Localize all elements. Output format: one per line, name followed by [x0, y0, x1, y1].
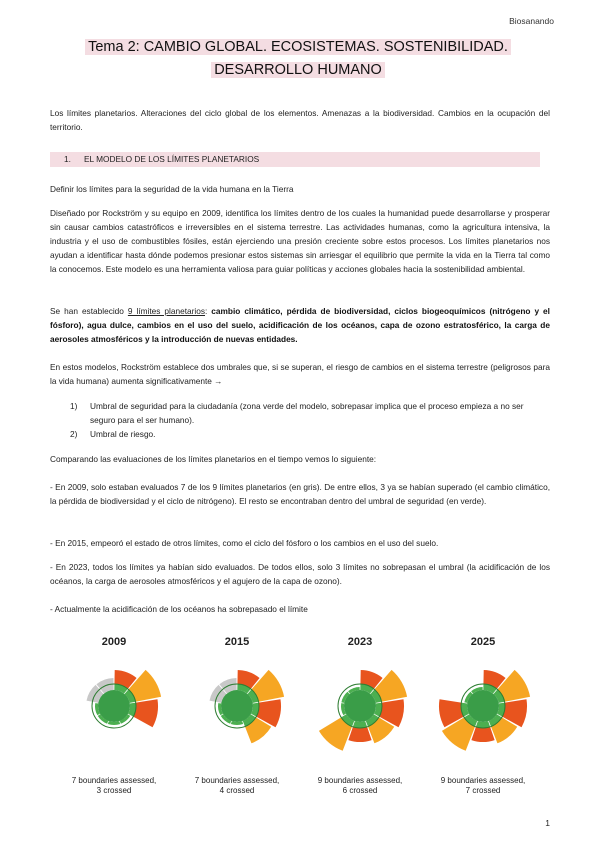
list-item — [70, 427, 550, 441]
caption-assessed: 7 boundaries assessed, — [71, 776, 157, 785]
crossed-wedge — [133, 699, 158, 727]
list-item-number: 1) — [70, 401, 78, 411]
page-title — [78, 36, 518, 82]
paragraph-comparison: Comparando las evaluaciones de los límites planetarios en el tiempo vemos lo siguiente: — [50, 454, 377, 464]
boundaries-figures — [58, 628, 540, 804]
boundary-wheel — [64, 650, 164, 768]
figure-year: 2025 — [470, 636, 496, 648]
caption-crossed: 6 crossed — [342, 786, 378, 795]
earth-core — [221, 690, 253, 722]
paragraph-definition: Definir los límites para la seguridad de la vida humana en la Tierra — [50, 184, 294, 194]
paragraph-2009: - En 2009, solo estaban evaluados 7 de los 9 límites planetarios (en gris). De entre ellos, 3 ya se habían superado (el cambio climático, la pérdida de biodiversidad y el ciclo de nitrógeno). El resto se encontraban dentro del umbral de seguridad (en verde). — [50, 482, 550, 506]
figure-year: 2009 — [101, 636, 127, 648]
figure-caption — [427, 776, 539, 796]
paragraph-thresholds: En estos modelos, Rockström establece dos umbrales que, si se superan, el riesgo de cambios en el sistema terrestre (peligrosos para la vida humana) aumenta significativamente → — [50, 362, 550, 386]
crossed-wedge — [348, 727, 371, 742]
limits-intro-text: Se han establecido — [50, 306, 128, 316]
title-line-1: Tema 2: CAMBIO GLOBAL. ECOSISTEMAS. SOSTENIBILIDAD. — [85, 39, 511, 55]
title-line-2: DESARROLLO HUMANO — [211, 62, 385, 78]
paragraph-2015: - En 2015, empeoró el estado de otros límites, como el ciclo del fósforo o los cambios en el uso del suelo. — [50, 538, 439, 548]
caption-crossed: 7 crossed — [465, 786, 501, 795]
section-number: 1. — [64, 154, 71, 164]
list-item-text: Umbral de seguridad para la ciudadanía (zona verde del modelo, sobrepasar implica que el proceso empieza a no ser seguro para el ser humano). — [90, 401, 524, 425]
section-title: EL MODELO DE LOS LÍMITES PLANETARIOS — [84, 154, 260, 164]
boundary-figure — [58, 628, 170, 804]
page-number: 1 — [545, 818, 550, 828]
figure-caption — [58, 776, 170, 796]
caption-assessed: 7 boundaries assessed, — [194, 776, 280, 785]
caption-crossed: 3 crossed — [96, 786, 132, 795]
limits-colon: : — [205, 306, 212, 316]
section-heading — [50, 152, 540, 167]
list-item-text: Umbral de riesgo. — [90, 429, 156, 439]
limits-link: 9 límites planetarios — [127, 306, 206, 316]
caption-assessed: 9 boundaries assessed, — [317, 776, 403, 785]
caption-assessed: 9 boundaries assessed, — [440, 776, 526, 785]
figure-caption — [304, 776, 416, 796]
figure-caption — [181, 776, 293, 796]
earth-core — [98, 690, 130, 722]
boundary-wheel — [310, 650, 410, 768]
boundary-figure — [427, 628, 539, 804]
list-item-number: 2) — [70, 429, 78, 439]
list-item — [70, 399, 550, 427]
earth-core — [467, 690, 499, 722]
paragraph-rockstrom: Diseñado por Rockström y su equipo en 2009, identifica los límites dentro de los cuales la humanidad puede desarrollarse y prosperar sin causar cambios catastróficos e irreversibles en el sistema terrestre. Las actividades humanas, como la agricultura intensiva, la industria y el uso de combustibles fósiles, están ejerciendo una presión creciente sobre estos procesos. Los límites planetarios nos ayudan a identificar hasta dónde podemos presionar estos sistemas sin arriesgar el equilibrio que permite la vida en la Tierra tal como la conocemos. Este modelo es una herramienta valiosa para guiar políticas y acciones globales hacia la sostenibilidad ambiental. — [50, 208, 550, 274]
crossed-wedge — [471, 727, 494, 742]
paragraph-current: - Actualmente la acidificación de los océanos ha sobrepasado el límite — [50, 604, 308, 614]
earth-core — [344, 690, 376, 722]
brand-label: Biosanando — [509, 16, 554, 26]
figure-year: 2023 — [347, 636, 373, 648]
figure-year: 2015 — [224, 636, 250, 648]
limits-list-bold: cambio climático, pérdida de biodiversidad, ciclos biogeoquímicos (nitrógeno y el fósforo), agua dulce, cambios en el uso del suelo, acidificación de los océanos, capa de ozono estratosférico, la carga de aerosoles atmosféricos y la introducción de nuevas entidades. — [50, 306, 550, 344]
boundary-figure — [304, 628, 416, 804]
caption-crossed: 4 crossed — [219, 786, 255, 795]
paragraph-2023: - En 2023, todos los límites ya habían sido evaluados. De todos ellos, solo 3 límites no sobrepasan el umbral (la acidificación de los océanos, la carga de aerosoles atmosféricos y el agujero de la capa de ozono). — [50, 562, 550, 586]
intro-paragraph: Los límites planetarios. Alteraciones del ciclo global de los elementos. Amenazas a la biodiversidad. Cambios en la ocupación del territorio. — [50, 108, 550, 132]
boundary-figure — [181, 628, 293, 804]
boundary-wheel — [187, 650, 287, 768]
paragraph-nine-limits — [50, 304, 550, 346]
boundary-wheel — [433, 650, 533, 768]
